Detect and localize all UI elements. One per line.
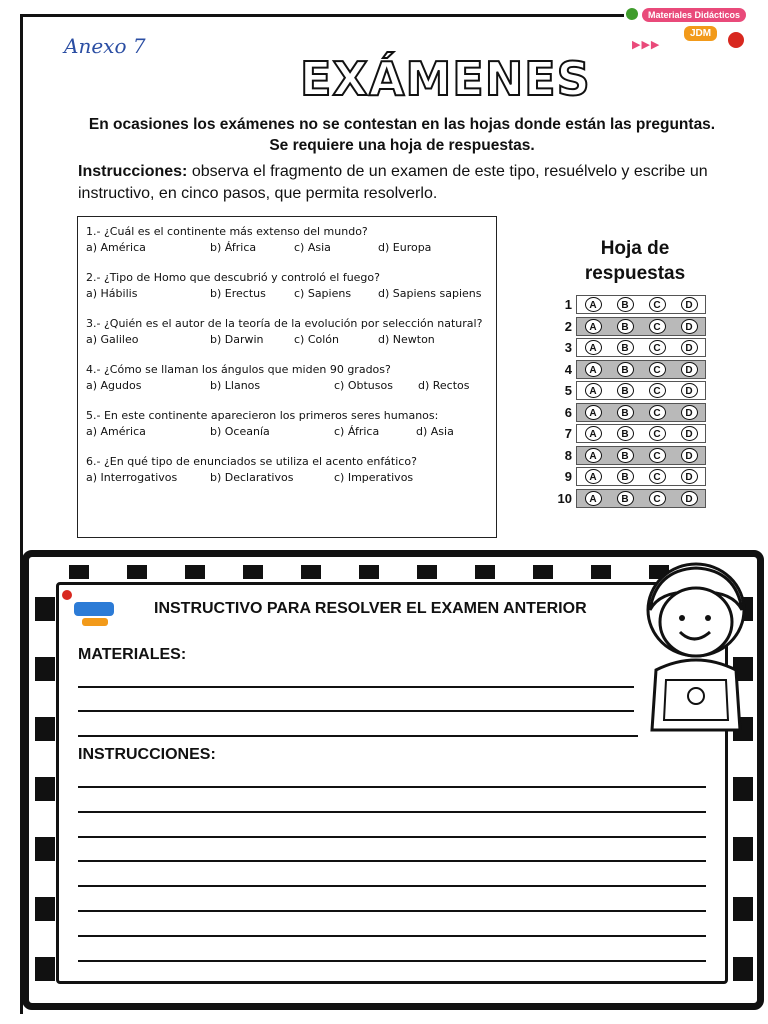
logo-banner xyxy=(82,618,108,626)
board-peg xyxy=(35,897,55,921)
exam-question xyxy=(86,363,488,393)
answer-option: c) Obtusos xyxy=(334,379,393,392)
board-peg xyxy=(733,777,753,801)
answer-bubble[interactable]: A xyxy=(585,319,602,334)
board-peg xyxy=(35,777,55,801)
answer-option: b) Oceanía xyxy=(210,425,270,438)
answer-row xyxy=(552,337,708,359)
answer-option: a) Hábilis xyxy=(86,287,138,300)
bubble-group xyxy=(576,446,706,465)
mini-logo xyxy=(62,590,122,628)
question-text: 5.- En este continente aparecieron los primeros seres humanos: xyxy=(86,409,439,422)
instructions-section-label: INSTRUCCIONES: xyxy=(78,746,216,763)
answer-bubble[interactable]: C xyxy=(649,491,666,506)
writing-line[interactable] xyxy=(78,811,706,813)
board-peg xyxy=(301,565,321,579)
answer-row xyxy=(552,294,708,316)
answer-option: a) Agudos xyxy=(86,379,142,392)
bubble-group xyxy=(576,360,706,379)
answer-bubble[interactable]: B xyxy=(617,491,634,506)
answer-bubble[interactable]: D xyxy=(681,426,698,441)
question-options xyxy=(86,377,488,393)
answer-option: c) Imperativos xyxy=(334,471,414,484)
instructivo-title: INSTRUCTIVO PARA RESOLVER EL EXAMEN ANTERIOR xyxy=(154,600,587,617)
answer-option: d) Rectos xyxy=(418,379,470,392)
bubble-group xyxy=(576,489,706,508)
bubble-group xyxy=(576,403,706,422)
answer-option: b) Declarativos xyxy=(210,471,294,484)
writing-line[interactable] xyxy=(78,836,706,838)
answer-bubble[interactable]: C xyxy=(649,469,666,484)
answer-bubble[interactable]: C xyxy=(649,362,666,377)
answer-number: 4 xyxy=(564,361,572,377)
question-text: 6.- ¿En qué tipo de enunciados se utiliza el acento enfático? xyxy=(86,455,417,468)
question-options xyxy=(86,469,488,485)
answer-bubble[interactable]: A xyxy=(585,491,602,506)
question-text: 4.- ¿Cómo se llaman los ángulos que miden 90 grados? xyxy=(86,363,391,376)
answer-option: d) Sapiens sapiens xyxy=(378,287,482,300)
answer-bubble[interactable]: A xyxy=(585,469,602,484)
answer-number: 6 xyxy=(564,404,572,420)
board-peg xyxy=(733,837,753,861)
answer-option: c) África xyxy=(334,425,380,438)
answer-option: c) Sapiens xyxy=(294,287,352,300)
answer-row xyxy=(552,445,708,467)
answer-bubble[interactable]: D xyxy=(681,297,698,312)
answer-bubble[interactable]: A xyxy=(585,340,602,355)
materials-label: MATERIALES: xyxy=(78,646,187,663)
answer-row xyxy=(552,466,708,488)
answer-bubble[interactable]: A xyxy=(585,297,602,312)
answer-number: 3 xyxy=(564,340,572,355)
answer-option: b) África xyxy=(210,241,257,254)
board-peg xyxy=(35,837,55,861)
board-peg xyxy=(127,565,147,579)
answer-bubble[interactable]: A xyxy=(585,426,602,441)
answer-bubble[interactable]: C xyxy=(649,340,666,355)
logo-line-2: JDM xyxy=(684,26,717,41)
answer-bubble[interactable]: D xyxy=(681,319,698,334)
answer-number: 2 xyxy=(564,318,572,334)
answer-bubble[interactable]: C xyxy=(649,405,666,420)
answer-option: b) Erectus xyxy=(210,287,266,300)
instructions-paragraph xyxy=(78,161,738,205)
logo-line-1: Materiales Didácticos xyxy=(642,8,746,22)
question-options xyxy=(86,285,488,301)
question-text: 1.- ¿Cuál es el continente más extenso del mundo? xyxy=(86,225,368,238)
answer-option: d) Europa xyxy=(378,241,432,254)
answer-bubble[interactable]: B xyxy=(617,405,634,420)
answer-bubble[interactable]: A xyxy=(585,448,602,463)
board-peg xyxy=(533,565,553,579)
board-peg xyxy=(243,565,263,579)
board-peg xyxy=(185,565,205,579)
answer-sheet xyxy=(552,294,708,509)
answer-bubble[interactable]: D xyxy=(681,491,698,506)
board-peg xyxy=(359,565,379,579)
exam-question xyxy=(86,409,488,439)
exam-question xyxy=(86,317,488,347)
writing-line[interactable] xyxy=(78,935,706,937)
bubble-group xyxy=(576,424,706,443)
answer-bubble[interactable]: C xyxy=(649,319,666,334)
arrows-icon: ▶▶▶ xyxy=(632,39,661,51)
board-peg xyxy=(35,657,55,681)
bubble-group xyxy=(576,467,706,486)
answer-option: b) Darwin xyxy=(210,333,264,346)
logo-banner xyxy=(74,602,114,616)
board-peg xyxy=(733,957,753,981)
writing-line[interactable] xyxy=(78,960,706,962)
answer-bubble[interactable]: D xyxy=(681,340,698,355)
answer-number: 8 xyxy=(564,447,572,463)
writing-line[interactable] xyxy=(78,910,706,912)
answer-bubble[interactable]: D xyxy=(681,405,698,420)
answer-bubble[interactable]: D xyxy=(681,383,698,398)
answer-bubble[interactable]: C xyxy=(649,448,666,463)
answer-row xyxy=(552,402,708,424)
answer-bubble[interactable]: B xyxy=(617,383,634,398)
bubble-group xyxy=(576,338,706,357)
answer-bubble[interactable]: C xyxy=(649,426,666,441)
board-peg xyxy=(35,717,55,741)
answer-option: a) Interrogativos xyxy=(86,471,178,484)
question-options xyxy=(86,423,488,439)
answer-bubble[interactable]: D xyxy=(681,362,698,377)
answer-option: d) Newton xyxy=(378,333,435,346)
instructivo-card xyxy=(56,582,728,984)
exam-question xyxy=(86,225,488,255)
board-peg xyxy=(417,565,437,579)
answer-row xyxy=(552,316,708,338)
instructions-text: observa el fragmento de un examen de este tipo, resuélvelo y escribe un instructivo, en cinco pasos, que permita resolverlo. xyxy=(78,163,708,202)
writing-line[interactable] xyxy=(78,710,634,712)
answer-bubble[interactable]: B xyxy=(617,426,634,441)
writing-line[interactable] xyxy=(78,860,706,862)
answer-bubble[interactable]: D xyxy=(681,448,698,463)
answer-sheet-title: Hoja de respuestas xyxy=(584,238,686,284)
apple-icon xyxy=(62,590,72,600)
answer-row xyxy=(552,359,708,381)
bubble-group xyxy=(576,295,706,314)
answer-number: 10 xyxy=(557,490,572,506)
apple-icon xyxy=(626,8,638,20)
exam-question xyxy=(86,455,488,485)
answer-row xyxy=(552,488,708,510)
bubble-group xyxy=(576,381,706,400)
answer-bubble[interactable]: B xyxy=(617,340,634,355)
answer-option: b) Llanos xyxy=(210,379,261,392)
bubble-group xyxy=(576,317,706,336)
answer-option: a) América xyxy=(86,425,146,438)
answer-option: c) Colón xyxy=(294,333,340,346)
writing-line[interactable] xyxy=(78,686,634,688)
answer-row xyxy=(552,423,708,445)
board-peg xyxy=(591,565,611,579)
annex-label: Anexo 7 xyxy=(64,34,146,58)
answer-number: 1 xyxy=(564,297,572,312)
answer-bubble[interactable]: B xyxy=(617,469,634,484)
apple-icon xyxy=(728,32,744,48)
answer-number: 5 xyxy=(564,383,572,398)
answer-bubble[interactable]: C xyxy=(649,297,666,312)
answer-bubble[interactable]: C xyxy=(649,383,666,398)
board-peg xyxy=(733,897,753,921)
instructions-label: Instrucciones: xyxy=(78,163,188,180)
answer-bubble[interactable]: B xyxy=(617,297,634,312)
page-title: EXÁMENES xyxy=(300,52,591,106)
question-text: 2.- ¿Tipo de Homo que descubrió y controló el fuego? xyxy=(86,271,380,284)
intro-text: En ocasiones los exámenes no se contestan en las hojas donde están las preguntas. Se requiere una hoja de respuestas. xyxy=(88,116,716,154)
answer-bubble[interactable]: A xyxy=(585,383,602,398)
answer-option: d) Asia xyxy=(416,425,454,438)
answer-option: c) Asia xyxy=(294,241,331,254)
answer-option: a) Galileo xyxy=(86,333,139,346)
answer-bubble[interactable]: A xyxy=(585,362,602,377)
exam-fragment xyxy=(77,216,497,538)
board-peg xyxy=(35,597,55,621)
question-options xyxy=(86,331,488,347)
answer-option: a) América xyxy=(86,241,146,254)
answer-number: 9 xyxy=(564,469,572,484)
writing-line[interactable] xyxy=(78,735,638,737)
answer-bubble[interactable]: B xyxy=(617,448,634,463)
publisher-logo xyxy=(624,2,754,56)
answer-bubble[interactable]: B xyxy=(617,319,634,334)
answer-bubble[interactable]: D xyxy=(681,469,698,484)
writing-line[interactable] xyxy=(78,885,706,887)
answer-bubble[interactable]: A xyxy=(585,405,602,420)
answer-row xyxy=(552,380,708,402)
board-peg xyxy=(35,957,55,981)
exam-question xyxy=(86,271,488,301)
answer-number: 7 xyxy=(564,426,572,441)
board-peg xyxy=(475,565,495,579)
writing-line[interactable] xyxy=(78,786,706,788)
question-options xyxy=(86,239,488,255)
answer-bubble[interactable]: B xyxy=(617,362,634,377)
question-text: 3.- ¿Quién es el autor de la teoría de la evolución por selección natural? xyxy=(86,317,483,330)
girl-illustration xyxy=(636,560,756,740)
board-peg xyxy=(69,565,89,579)
